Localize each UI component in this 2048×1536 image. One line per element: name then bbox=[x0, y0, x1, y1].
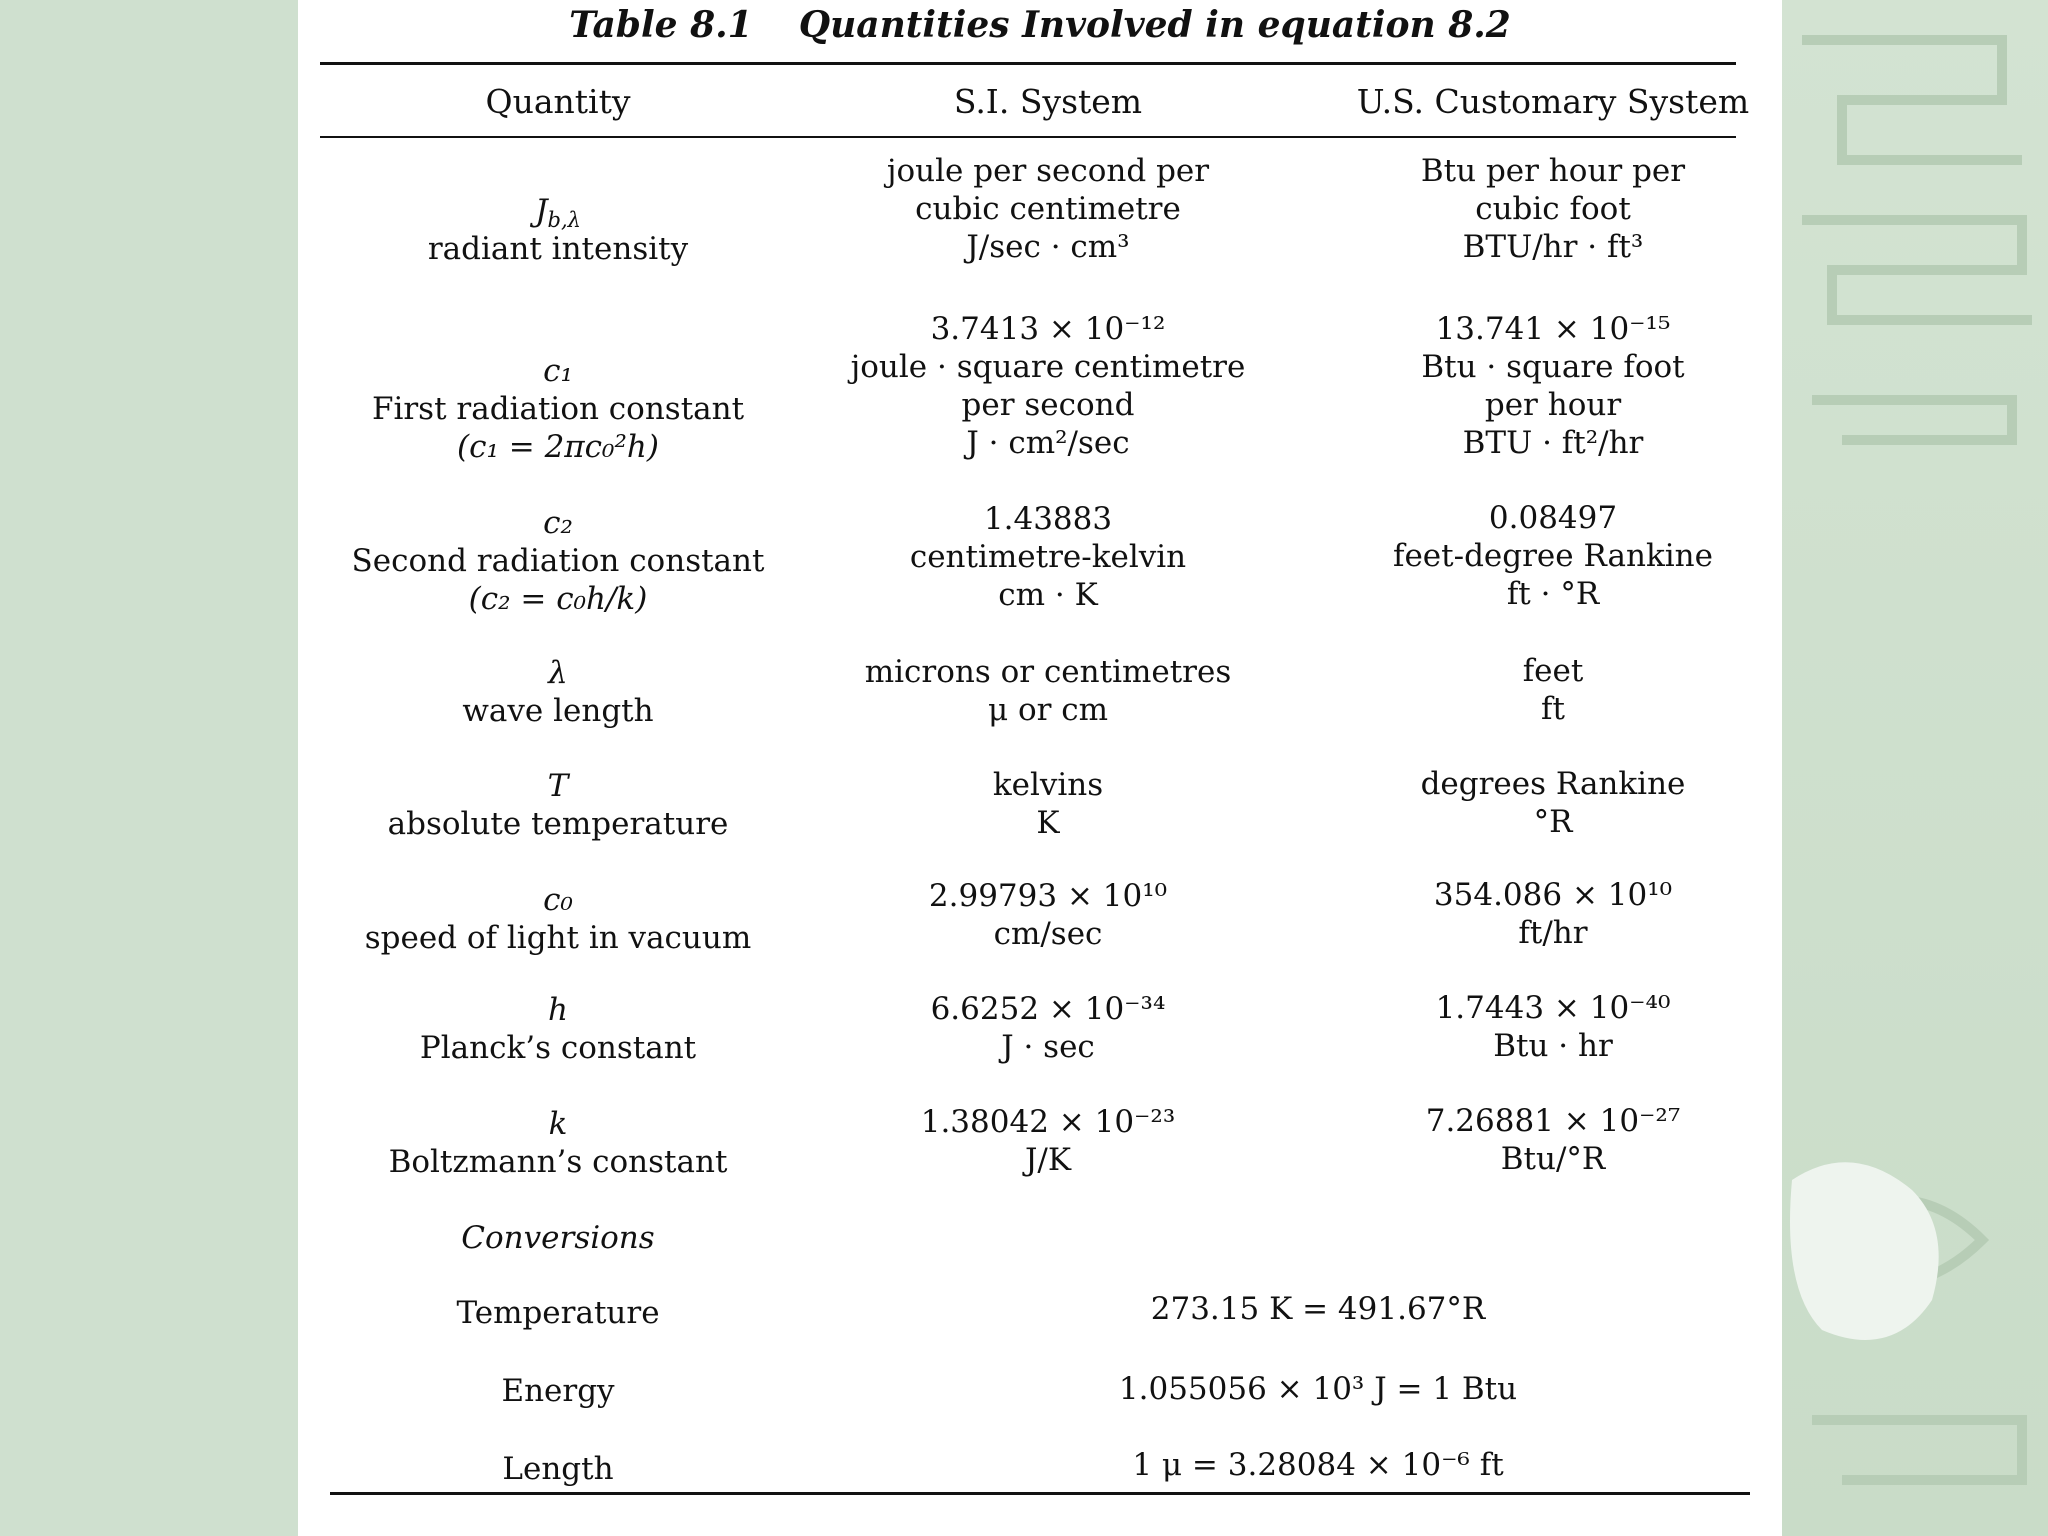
us-line: feet-degree Rankine bbox=[1392, 538, 1713, 574]
conversion-label-length: Length bbox=[502, 1451, 614, 1487]
quantity-symbol: h bbox=[548, 992, 568, 1028]
us-line: BTU · ft²/hr bbox=[1462, 425, 1644, 461]
table-row-us bbox=[1288, 652, 1818, 728]
conversion-value-length: 1 μ = 3.28084 × 10⁻⁶ ft bbox=[1132, 1447, 1504, 1483]
header-us-system: U.S. Customary System bbox=[1356, 82, 1750, 121]
quantity-name: Second radiation constant bbox=[351, 543, 765, 579]
bottom-rule bbox=[330, 1492, 1750, 1495]
si-line: K bbox=[1036, 805, 1060, 841]
si-line: 1.38042 × 10⁻²³ bbox=[920, 1104, 1176, 1140]
table-row-quantity bbox=[298, 504, 818, 618]
table-row-quantity bbox=[298, 192, 818, 268]
quantity-symbol: c₁ bbox=[543, 353, 573, 389]
quantity-name: speed of light in vacuum bbox=[364, 920, 752, 956]
table-row-si bbox=[798, 653, 1298, 729]
us-line: BTU/hr · ft³ bbox=[1462, 229, 1644, 265]
quantity-symbol: k bbox=[548, 1106, 568, 1142]
table-row-us bbox=[1288, 499, 1818, 613]
si-line: 2.99793 × 10¹⁰ bbox=[928, 878, 1168, 914]
quantity-symbol: c₀ bbox=[543, 882, 573, 918]
table-row-si bbox=[798, 877, 1298, 953]
top-rule bbox=[320, 62, 1736, 65]
us-line: Btu · square foot bbox=[1421, 349, 1685, 385]
quantity-symbol: c₂ bbox=[543, 505, 573, 541]
table-row-us bbox=[1288, 765, 1818, 841]
si-line: J/sec · cm³ bbox=[966, 229, 1130, 265]
us-line: Btu · hr bbox=[1493, 1028, 1613, 1064]
us-line: per hour bbox=[1484, 387, 1622, 423]
us-line: 0.08497 bbox=[1488, 500, 1618, 536]
quantity-name: First radiation constant bbox=[371, 391, 745, 427]
us-line: 7.26881 × 10⁻²⁷ bbox=[1425, 1103, 1681, 1139]
table-title-number: Table 8.1 bbox=[569, 4, 753, 46]
quantity-symbol: λ bbox=[548, 655, 568, 691]
table-row-si bbox=[798, 152, 1298, 266]
si-line: per second bbox=[961, 387, 1135, 423]
table-row-si bbox=[798, 1103, 1298, 1179]
quantity-name: absolute temperature bbox=[387, 806, 729, 842]
si-line: kelvins bbox=[992, 767, 1104, 803]
si-line: cubic centimetre bbox=[915, 191, 1181, 227]
si-line: joule per second per bbox=[886, 153, 1210, 189]
si-line: 3.7413 × 10⁻¹² bbox=[930, 311, 1166, 347]
table-page bbox=[298, 0, 1782, 1536]
conversion-label-energy: Energy bbox=[501, 1373, 615, 1409]
us-line: 13.741 × 10⁻¹⁵ bbox=[1435, 311, 1671, 347]
conversion-label-temperature: Temperature bbox=[456, 1295, 660, 1331]
si-line: microns or centimetres bbox=[864, 654, 1232, 690]
table-row-quantity bbox=[298, 767, 818, 843]
quantity-formula: (c₁ = 2πc₀²h) bbox=[457, 429, 659, 465]
table-row-quantity bbox=[298, 991, 818, 1067]
table-row-us bbox=[1288, 152, 1818, 266]
si-line: J · cm²/sec bbox=[966, 425, 1130, 461]
header-rule bbox=[320, 136, 1736, 138]
header-si-system: S.I. System bbox=[953, 82, 1143, 121]
si-line: joule · square centimetre bbox=[850, 349, 1246, 385]
us-line: feet bbox=[1522, 653, 1584, 689]
header-quantity: Quantity bbox=[485, 82, 631, 121]
table-row-quantity bbox=[298, 1105, 818, 1181]
us-line: ft/hr bbox=[1518, 915, 1588, 951]
quantity-name: radiant intensity bbox=[427, 231, 689, 267]
table-row-us bbox=[1288, 310, 1818, 462]
us-line: cubic foot bbox=[1475, 191, 1631, 227]
us-line: °R bbox=[1533, 804, 1573, 840]
table-row-us bbox=[1288, 876, 1818, 952]
table-row-quantity bbox=[298, 654, 818, 730]
us-line: degrees Rankine bbox=[1420, 766, 1686, 802]
quantity-formula: (c₂ = c₀h/k) bbox=[468, 581, 648, 617]
si-line: 1.43883 bbox=[983, 501, 1113, 537]
table-row-si bbox=[798, 766, 1298, 842]
table-row-si bbox=[798, 500, 1298, 614]
us-line: 1.7443 × 10⁻⁴⁰ bbox=[1435, 990, 1671, 1026]
us-line: ft bbox=[1541, 691, 1565, 727]
conversion-value-temperature: 273.15 K = 491.67°R bbox=[1150, 1291, 1486, 1327]
si-line: cm/sec bbox=[993, 916, 1103, 952]
quantity-name: wave length bbox=[462, 693, 654, 729]
si-line: cm · K bbox=[998, 577, 1098, 613]
si-line: J · sec bbox=[1001, 1029, 1095, 1065]
conversions-heading: Conversions bbox=[461, 1220, 655, 1256]
us-line: Btu/°R bbox=[1500, 1141, 1606, 1177]
quantity-name: Planck’s constant bbox=[419, 1030, 697, 1066]
table-row-quantity bbox=[298, 352, 818, 466]
conversion-value-energy: 1.055056 × 10³ J = 1 Btu bbox=[1118, 1371, 1518, 1407]
quantity-symbol: $J_{b,\lambda}$ bbox=[535, 193, 581, 232]
table-title-text: Quantities Involved in equation 8.2 bbox=[798, 4, 1511, 46]
quantity-name: Boltzmann’s constant bbox=[388, 1144, 728, 1180]
us-line: 354.086 × 10¹⁰ bbox=[1433, 877, 1673, 913]
quantity-symbol: T bbox=[547, 768, 569, 804]
table-row-si bbox=[798, 310, 1298, 462]
us-line: ft · °R bbox=[1506, 576, 1600, 612]
us-line: Btu per hour per bbox=[1420, 153, 1686, 189]
table-row-quantity bbox=[298, 881, 818, 957]
table-title bbox=[298, 4, 1782, 46]
table-row-si bbox=[798, 990, 1298, 1066]
si-line: J/K bbox=[1024, 1142, 1072, 1178]
si-line: 6.6252 × 10⁻³⁴ bbox=[930, 991, 1166, 1027]
si-line: μ or cm bbox=[987, 692, 1109, 728]
decorative-background-pattern bbox=[1782, 0, 2048, 1536]
table-row-us bbox=[1288, 1102, 1818, 1178]
si-line: centimetre-kelvin bbox=[909, 539, 1187, 575]
table-row-us bbox=[1288, 989, 1818, 1065]
